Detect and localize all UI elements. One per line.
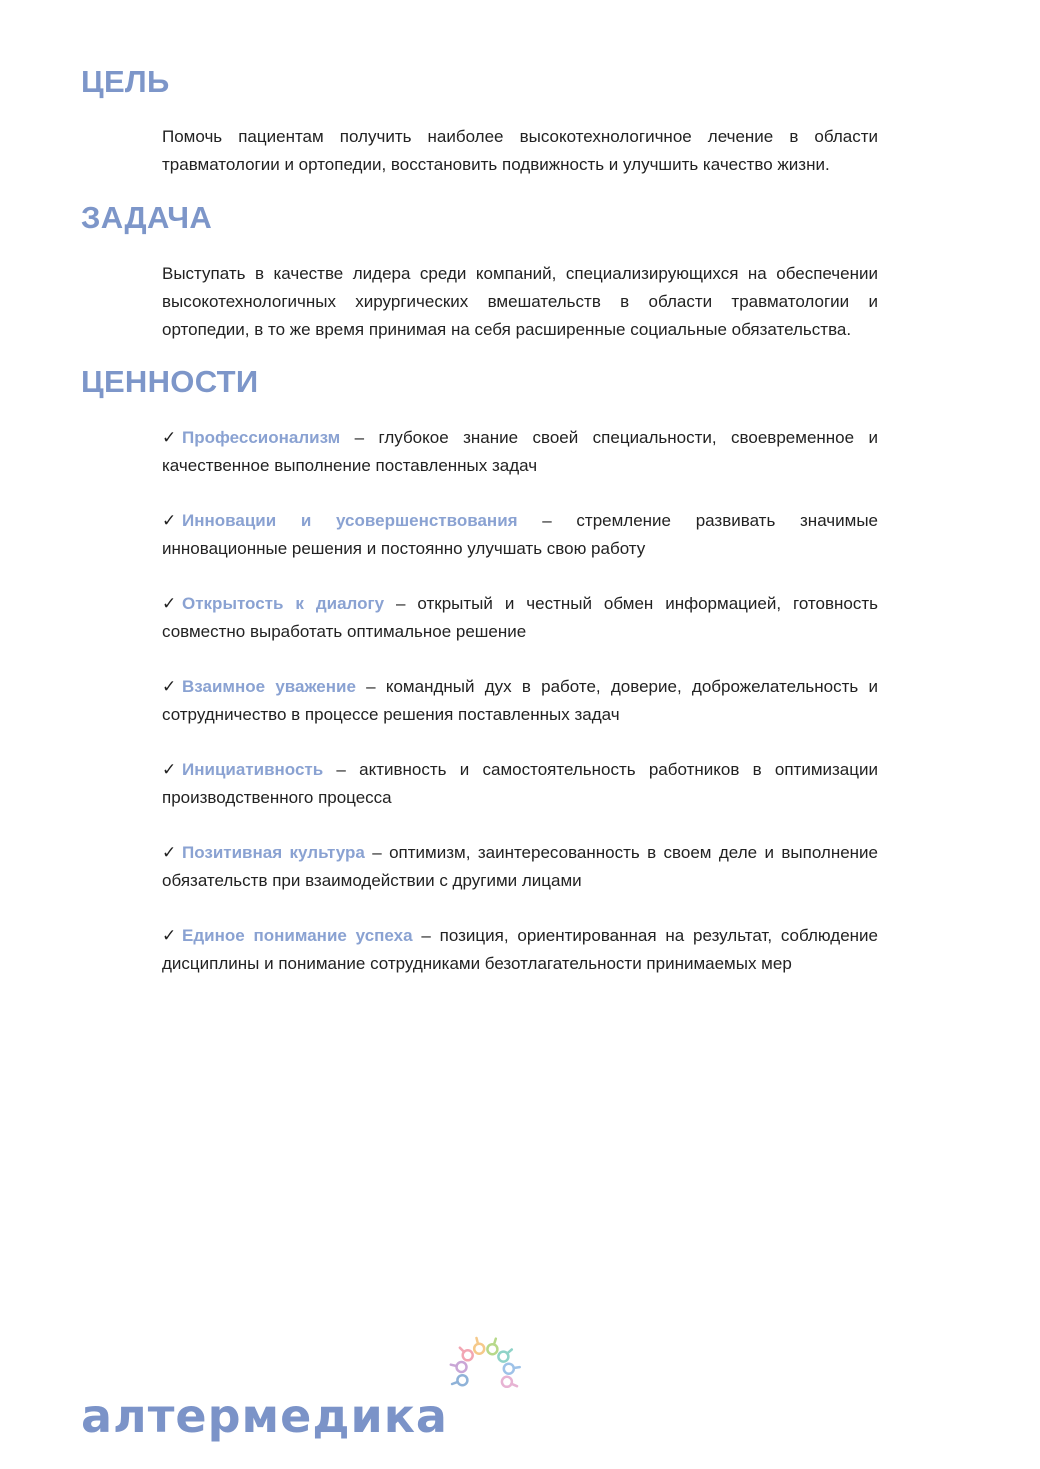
logo-petal-stem	[514, 1367, 520, 1368]
value-item-respect	[162, 673, 878, 729]
value-name: Открытость к диалогу	[182, 594, 385, 613]
task-heading: ЗАДАЧА	[81, 200, 213, 235]
check-icon: ✓	[162, 511, 177, 530]
logo-petal	[504, 1364, 514, 1374]
logo-wordmark: алтермедика	[81, 1389, 448, 1443]
value-item-positive-culture	[162, 839, 878, 895]
logo-petal	[457, 1362, 467, 1372]
goal-heading: ЦЕЛЬ	[81, 64, 170, 99]
logo-petal	[474, 1344, 484, 1354]
value-description: – открытый и честный обмен информацией, готовность совместно выработать оптимальное решение	[162, 594, 878, 641]
logo-petal-stem	[507, 1350, 512, 1354]
value-name: Взаимное уважение	[182, 677, 356, 696]
logo-petals-icon	[451, 1338, 520, 1387]
value-item-openness	[162, 590, 878, 646]
value-name: Единое понимание успеха	[182, 926, 413, 945]
logo-petal-stem	[460, 1348, 464, 1352]
value-item-professionalism	[162, 424, 878, 480]
task-text: Выступать в качестве лидера среди компаний, специализирующихся на обеспечении высокотехнологичных хирургических вмешательств в области травматологии и ортопедии, в то же время принимая на себя расширенные социальные обязательства.	[162, 264, 878, 339]
value-description: – активность и самостоятельность работников в оптимизации производственного процесса	[162, 760, 878, 807]
logo-petal-stem	[452, 1382, 458, 1384]
company-logo	[81, 1330, 521, 1450]
check-icon: ✓	[162, 594, 177, 613]
value-description: – глубокое знание своей специальности, своевременное и качественное выполнение поставленных задач	[162, 428, 878, 475]
value-name: Позитивная культура	[182, 843, 365, 862]
check-icon: ✓	[162, 428, 177, 447]
value-item-success	[162, 922, 878, 978]
check-icon: ✓	[162, 760, 177, 779]
value-description: – позиция, ориентированная на результат, соблюдение дисциплины и понимание сотрудниками безотлагательности принимаемых мер	[162, 926, 878, 973]
check-icon: ✓	[162, 926, 177, 945]
logo-petal-stem	[512, 1384, 518, 1386]
value-name: Инициативность	[182, 760, 324, 779]
logo-petal-stem	[477, 1338, 479, 1344]
value-description: – стремление развивать значимые инновационные решения и постоянно улучшать свою работу	[162, 511, 878, 558]
value-item-initiative	[162, 756, 878, 812]
values-heading: ЦЕННОСТИ	[81, 364, 259, 399]
logo-petal	[502, 1377, 512, 1387]
logo-graphic	[81, 1330, 521, 1450]
logo-petal	[457, 1375, 467, 1385]
logo-petal-stem	[494, 1339, 496, 1345]
value-name: Профессионализм	[182, 428, 341, 447]
check-icon: ✓	[162, 677, 177, 696]
logo-petal-stem	[451, 1365, 457, 1366]
value-description: – оптимизм, заинтересованность в своем деле и выполнение обязательств при взаимодействии с другими лицами	[162, 843, 878, 890]
check-icon: ✓	[162, 843, 177, 862]
value-description: – командный дух в работе, доверие, доброжелательность и сотрудничество в процессе решения поставленных задач	[162, 677, 878, 724]
goal-text: Помочь пациентам получить наиболее высокотехнологичное лечение в области травматологии и ортопедии, восстановить подвижность и улучшить качество жизни.	[162, 127, 878, 174]
value-item-innovation	[162, 507, 878, 563]
logo-petal	[487, 1344, 497, 1354]
value-name: Инновации и усовершенствования	[182, 511, 518, 530]
